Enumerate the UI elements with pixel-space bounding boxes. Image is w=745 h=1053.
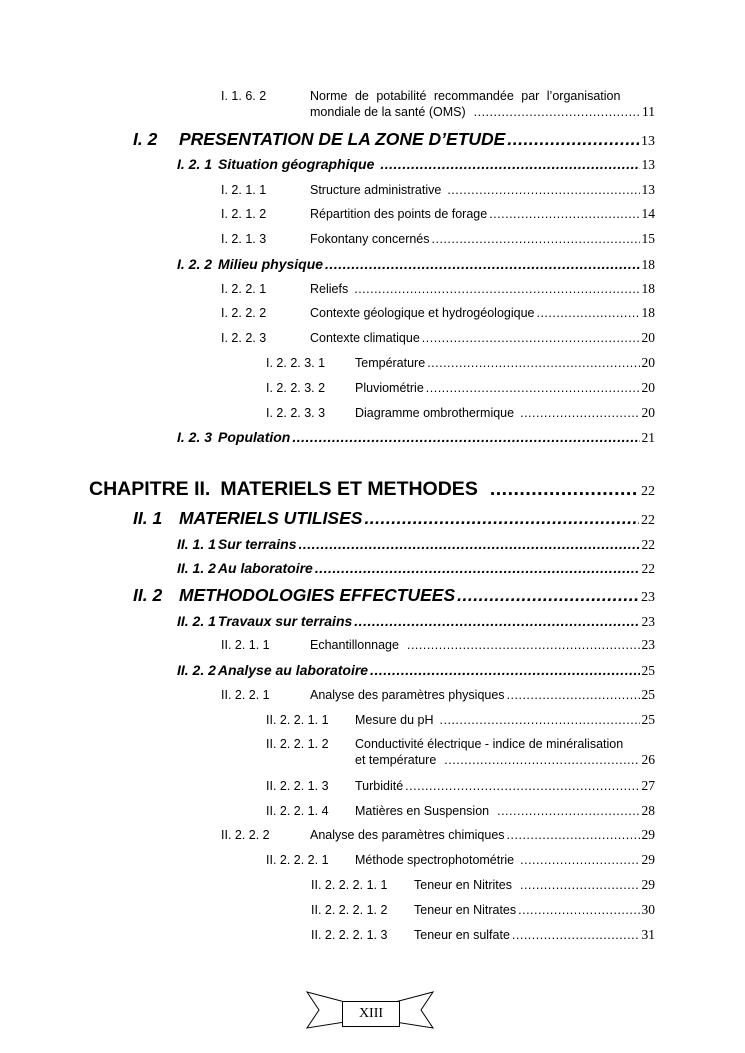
toc-entry [221,305,655,321]
toc-number: II. 2. 2. 2 [221,828,270,842]
toc-leader [370,662,639,678]
toc-page: 18 [641,305,655,320]
toc-leader [489,207,639,221]
toc-entry [266,803,655,819]
toc-number: II. 2. 2. 1. 4 [266,804,329,818]
toc-number: II. 1 [133,508,163,528]
toc-number: II. 1. 2 [177,560,216,576]
toc-number: II. 2. 2. 2. 1. 1 [311,878,388,892]
toc-entry [133,508,655,529]
toc-leader [507,129,639,150]
toc-number: II. 1. 1 [177,536,216,552]
toc-leader [432,232,640,246]
toc-title: Situation géographique [218,156,375,172]
toc-entry [177,429,655,446]
toc-page: 20 [641,380,655,395]
toc-page: 13 [641,157,655,172]
toc-leader [490,478,639,501]
toc-title: Méthode spectrophotométrie [355,853,515,867]
toc-leader [407,638,640,652]
toc-number: I. 2. 2. 1 [221,282,267,296]
toc-page: 28 [641,803,655,818]
toc-number: I. 2. 2. 2 [221,306,267,320]
toc-page: 29 [641,852,655,867]
toc-leader [536,306,639,320]
toc-entry [266,355,655,371]
toc-title: Pluviométrie [355,381,424,395]
toc-title: Diagramme ombrothermique [355,406,515,420]
toc-title: Milieu physique [218,256,324,272]
toc-entry [266,737,655,768]
toc-page: 23 [641,637,655,652]
toc-page: 22 [641,513,655,528]
toc-title-continued: mondiale de la santé (OMS) [310,105,466,119]
toc-number: II. 2. 2. 2. 1. 3 [311,928,388,942]
toc-title: Reliefs [310,282,349,296]
toc-leader [426,381,640,395]
toc-page: 20 [641,355,655,370]
toc-number: II. 2. 2 [177,662,216,678]
toc-title: Contexte climatique [310,331,420,345]
toc-page: 27 [641,778,655,793]
toc-entry [221,281,655,297]
chapter-number: CHAPITRE II. [89,478,211,500]
toc-title: Matières en Suspension [355,804,490,818]
toc-entry [311,927,655,943]
toc-entry [221,231,655,247]
toc-number: I. 2. 2 [177,256,213,272]
toc-title: Teneur en Nitrites [414,878,512,892]
toc-leader [440,713,640,727]
toc-title: Analyse des paramètres physiques [310,688,505,702]
toc-page: 21 [641,430,655,445]
toc-entry [266,712,655,728]
toc-number: II. 2. 1. 1 [221,638,270,652]
toc-leader [520,878,640,892]
toc-entry [221,182,655,198]
toc-title: METHODOLOGIES EFFECTUEES [179,585,456,605]
toc-entry [221,330,655,346]
toc-leader [299,536,640,552]
toc-title: Répartition des points de forage [310,207,488,221]
toc-title: MATERIELS UTILISES [179,508,363,528]
toc-number: II. 2. 1 [177,613,216,629]
toc-leader [380,156,639,172]
toc-number: I. 2. 2. 3 [221,331,267,345]
toc-number: II. 2. 2. 2. 1. 2 [311,903,388,917]
toc-title: Mesure du pH [355,713,434,727]
toc-number: I. 2. 2. 3. 2 [266,381,326,395]
toc-entry [221,206,655,222]
toc-entry [177,156,655,173]
toc-title: Température [355,356,426,370]
toc-entry [221,637,655,653]
toc-leader [354,613,639,629]
toc-title: Fokontany concernés [310,232,430,246]
toc-page: 26 [641,752,655,767]
toc-leader [520,853,639,867]
toc-entry [177,613,655,630]
toc-number: I. 2. 3 [177,429,213,445]
toc-leader [474,105,640,119]
toc-page: 25 [641,687,655,702]
toc-leader [507,828,640,842]
toc-leader [497,804,639,818]
toc-page: 13 [641,182,655,197]
toc-entry [266,852,655,868]
toc-leader [422,331,640,345]
toc-page: 22 [641,537,655,552]
toc-entry [266,405,655,421]
chapter-heading [89,478,655,501]
toc-leader [444,753,639,767]
toc-page: 11 [642,104,655,119]
toc-page: 20 [641,405,655,420]
toc-leader [447,183,639,197]
toc-title: Echantillonnage [310,638,399,652]
toc-page: 14 [641,206,655,221]
toc-page: 18 [641,257,655,272]
toc-number: I. 2. 1. 3 [221,232,267,246]
toc-number: II. 2. 2. 2. 1 [266,853,329,867]
toc-page: 20 [641,330,655,345]
toc-number: II. 2 [133,585,163,605]
toc-number: I. 2 [133,129,158,149]
toc-number: II. 2. 2. 1 [221,688,270,702]
toc-title: Turbidité [355,779,404,793]
toc-leader [292,429,639,445]
toc-title: PRESENTATION DE LA ZONE D’ETUDE [179,129,506,149]
toc-entry [311,902,655,918]
toc-page: 15 [641,231,655,246]
toc-entry [177,256,655,273]
toc-page: 18 [641,281,655,296]
toc-leader [405,779,639,793]
toc-number: I. 2. 2. 3. 3 [266,406,326,420]
toc-number: II. 2. 2. 1. 3 [266,779,329,793]
toc-leader [512,928,640,942]
toc-title: Analyse des paramètres chimiques [310,828,505,842]
toc-page: 23 [641,614,655,629]
toc-leader [507,688,640,702]
toc-leader [325,256,639,272]
toc-entry [221,687,655,703]
toc-page: 25 [641,712,655,727]
toc-leader [354,282,639,296]
toc-title: Population [218,429,291,445]
toc-entry [177,536,655,553]
toc-leader [364,508,639,529]
toc-entry [311,877,655,893]
toc-page: 30 [641,902,655,917]
toc-entry [221,827,655,843]
toc-number: I. 2. 1. 1 [221,183,267,197]
toc-title: Sur terrains [217,536,297,552]
toc-page: 23 [641,590,655,605]
toc-entry [266,778,655,794]
toc-page: 22 [641,561,655,576]
chapter-title: MATERIELS ET METHODES [220,478,478,500]
toc-page: 29 [641,827,655,842]
toc-entry [177,662,655,679]
toc-page: 22 [641,484,655,499]
toc-entry [221,89,655,120]
toc-leader [427,356,639,370]
page-number: XIII [342,1001,400,1027]
toc-title: Structure administrative [310,183,442,197]
toc-title: Analyse au laboratoire [217,662,369,678]
toc-title: Teneur en sulfate [414,928,510,942]
toc-number: I. 2. 2. 3. 1 [266,356,326,370]
toc-page: 13 [641,134,655,149]
toc-title: Contexte géologique et hydrogéologique [310,306,535,320]
toc-entry [177,560,655,577]
toc-title-continued: et température [355,753,437,767]
toc-page: 31 [641,927,655,942]
toc-title: Travaux sur terrains [217,613,353,629]
toc-leader [520,406,639,420]
toc-number: I. 1. 6. 2 [221,89,267,103]
toc-title: Teneur en Nitrates [414,903,517,917]
toc-number: II. 2. 2. 1. 2 [266,737,329,751]
toc-title: Norme de potabilité recommandée par l’organisation [310,89,621,103]
toc-entry [133,585,655,606]
toc-title: Au laboratoire [217,560,313,576]
toc-title: Conductivité électrique - indice de minéralisation [355,737,624,751]
toc-leader [457,585,639,606]
toc-entry [266,380,655,396]
toc-leader [315,560,640,576]
toc-leader [518,903,639,917]
toc-number: I. 2. 1. 2 [221,207,267,221]
toc-page: 25 [641,663,655,678]
toc-number: II. 2. 2. 1. 1 [266,713,329,727]
toc-page: 29 [641,877,655,892]
toc-number: I. 2. 1 [177,156,213,172]
toc-entry [133,129,655,150]
